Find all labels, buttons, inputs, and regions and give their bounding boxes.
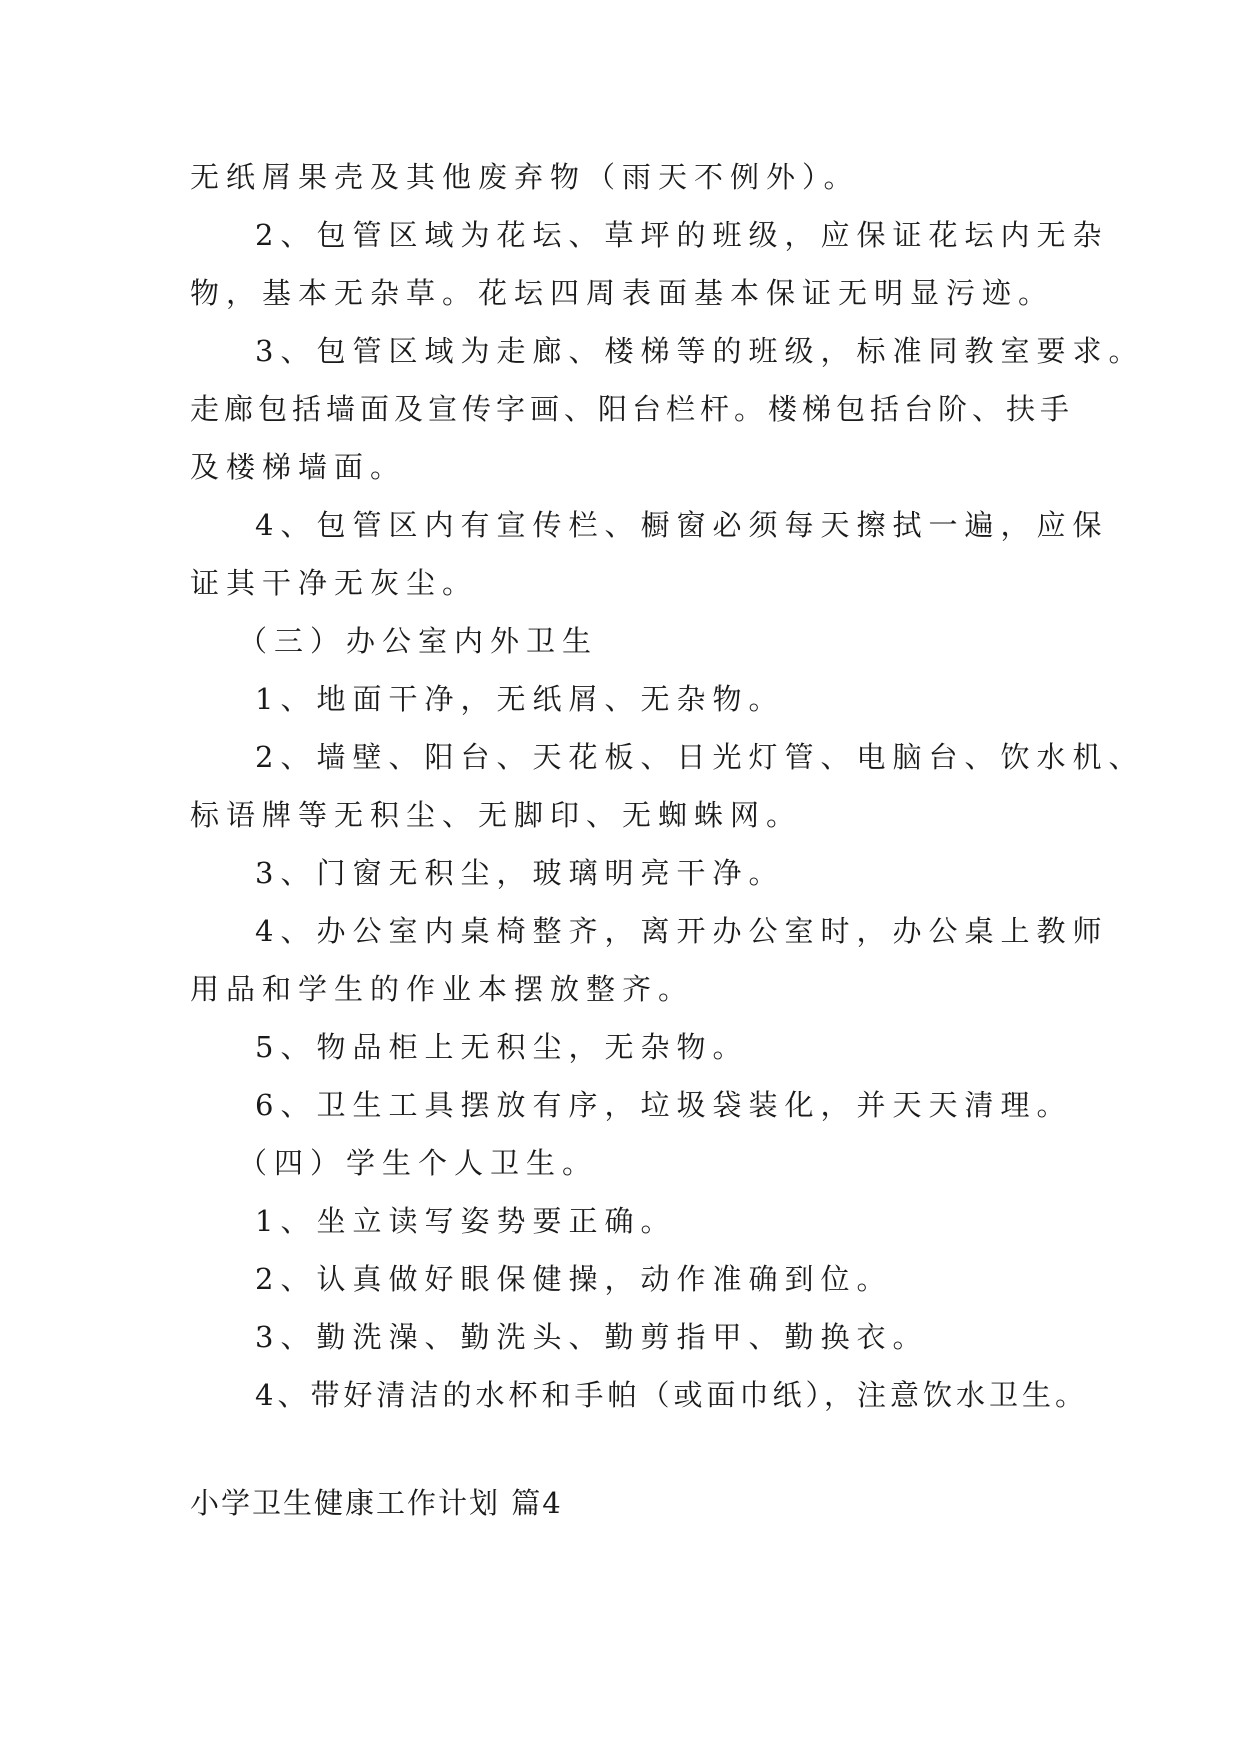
document-page (190, 157, 1145, 1524)
article-title: 小学卫生健康工作计划 篇4 (190, 1486, 563, 1520)
text-line: 走廊包括墙面及宣传字画、阳台栏杆。楼梯包括台阶、扶手 (190, 392, 1075, 426)
text-line: 无纸屑果壳及其他废弃物（雨天不例外）。 (190, 160, 860, 194)
text-line: 3、勤洗澡、勤洗头、勤剪指甲、勤换衣。 (255, 1320, 929, 1354)
text-line: 4、带好清洁的水杯和手帕（或面巾纸），注意饮水卫生。 (255, 1378, 1088, 1412)
text-line: 2、认真做好眼保健操，动作准确到位。 (255, 1262, 893, 1296)
text-line: 2、墙壁、阳台、天花板、日光灯管、电脑台、饮水机、 (255, 740, 1145, 774)
text-line: 6、卫生工具摆放有序，垃圾袋装化，并天天清理。 (255, 1088, 1073, 1122)
text-line: 标语牌等无积尘、无脚印、无蜘蛛网。 (190, 798, 803, 832)
text-line: 4、办公室内桌椅整齐，离开办公室时，办公桌上教师 (255, 914, 1109, 948)
text-line: 3、门窗无积尘，玻璃明亮干净。 (255, 856, 785, 890)
section-heading: （三）办公室内外卫生 (238, 624, 599, 658)
text-line: 物，基本无杂草。花坛四周表面基本保证无明显污迹。 (190, 276, 1055, 310)
text-line: 及楼梯墙面。 (190, 450, 407, 484)
text-line: 证其干净无灰尘。 (190, 566, 479, 600)
text-line: 2、包管区域为花坛、草坪的班级，应保证花坛内无杂 (255, 218, 1109, 252)
text-line: 5、物品柜上无积尘，无杂物。 (255, 1030, 749, 1064)
text-line: 4、包管区内有宣传栏、橱窗必须每天擦拭一遍，应保 (255, 508, 1109, 542)
text-line: 1、坐立读写姿势要正确。 (255, 1204, 677, 1238)
text-line: 1、地面干净，无纸屑、无杂物。 (255, 682, 785, 716)
text-line: 3、包管区域为走廊、楼梯等的班级，标准同教室要求。 (255, 334, 1145, 368)
section-heading: （四）学生个人卫生。 (238, 1146, 599, 1180)
text-line: 用品和学生的作业本摆放整齐。 (190, 972, 695, 1006)
